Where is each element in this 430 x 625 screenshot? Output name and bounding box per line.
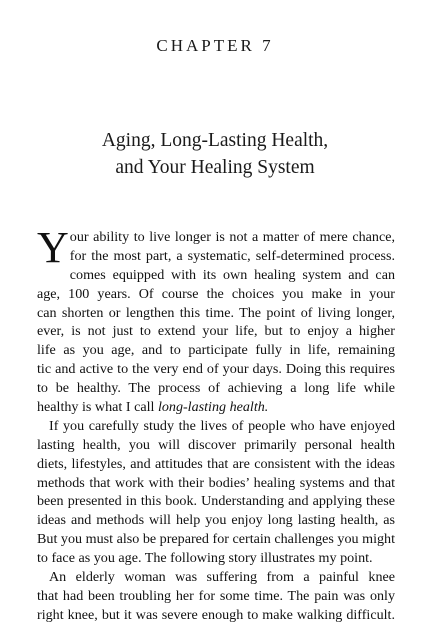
text-line: can shorten or lengthen this time. The point of living longer, bbox=[37, 304, 395, 321]
text-line: life as you age, and to participate fully in life, remaining bbox=[37, 342, 395, 359]
drop-cap: Y bbox=[37, 223, 69, 272]
text-line: age, 100 years. Of course the choices you make in your bbox=[37, 285, 395, 302]
text-line: ever, is not just to extend your life, but to enjoy a higher bbox=[37, 323, 395, 340]
paragraph-1 bbox=[37, 223, 395, 417]
text-line-last: to face as you age. The following story illustrates my point. bbox=[37, 550, 373, 567]
text-line: tic and active to the very end of your days. Doing this requires bbox=[37, 361, 395, 378]
text-line: An elderly woman was suffering from a painful knee bbox=[49, 569, 395, 586]
text-line: If you carefully study the lives of people who have enjoyed bbox=[49, 417, 395, 434]
text-line: ideas and methods will help you enjoy long lasting health, as bbox=[37, 512, 395, 529]
text-line: lasting health, you will discover primarily personal health bbox=[37, 436, 395, 453]
text-line: diets, lifestyles, and attitudes that are consistent with the ideas bbox=[37, 455, 395, 472]
text-line: to be healthy. The process of achieving a long life while bbox=[37, 380, 395, 397]
emphasis-term: long-lasting health. bbox=[157, 399, 269, 416]
text-line: comes equipped with its own healing system and can bbox=[69, 266, 395, 283]
paragraph-2 bbox=[37, 417, 395, 568]
text-line: that had been troubling her for some time. The pain was only bbox=[37, 587, 395, 604]
chapter-number: CHAPTER 7 bbox=[156, 36, 274, 55]
text-line: methods that work with their bodies’ healing systems and that bbox=[37, 474, 395, 491]
body-text bbox=[37, 223, 395, 625]
text-run: healthy is what I call bbox=[37, 399, 158, 416]
text-line: But you must also be prepared for certain challenges you might bbox=[37, 531, 395, 548]
chapter-title-line-2: and Your Healing System bbox=[115, 157, 315, 178]
text-line: right knee, but it was severe enough to make walking difficult. bbox=[37, 606, 395, 623]
chapter-title bbox=[0, 127, 430, 181]
text-line: our ability to live longer is not a matter of mere chance, bbox=[69, 229, 395, 245]
text-line-last bbox=[37, 398, 395, 417]
paragraph-3 bbox=[37, 568, 395, 625]
chapter-title-line-1: Aging, Long-Lasting Health, bbox=[101, 130, 329, 151]
text-line: for the most part, a systematic, self-determined process. bbox=[69, 247, 395, 264]
text-line: been presented in this book. Understanding and applying these bbox=[37, 493, 395, 510]
